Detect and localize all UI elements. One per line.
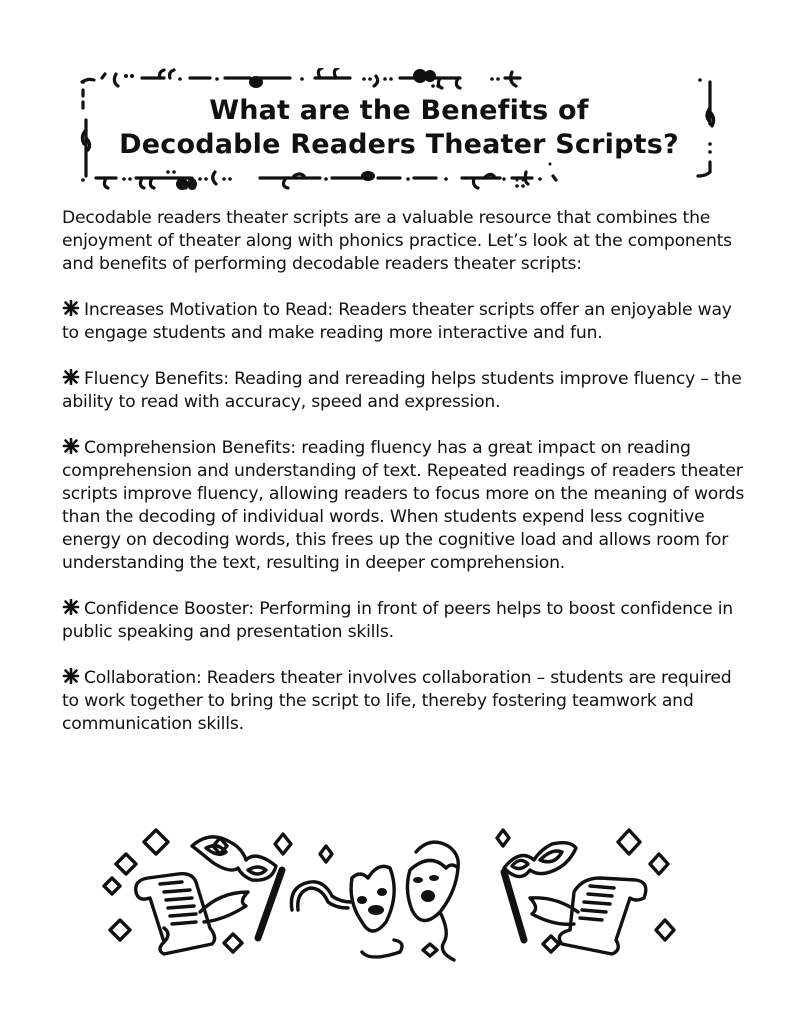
- benefit-item: [62, 368, 752, 414]
- sparkle-diamond-icon: [224, 934, 242, 952]
- title-line-1: What are the Benefits of: [209, 95, 589, 126]
- asterisk-flower-icon: [62, 668, 80, 684]
- sparkle-diamond-icon: [275, 834, 291, 854]
- comedy-tragedy-masks-icon: [291, 842, 458, 960]
- sparkle-diamond-icon: [116, 854, 136, 874]
- asterisk-flower-icon: [62, 369, 80, 385]
- theater-illustration: [100, 822, 700, 972]
- scroll-icon: [136, 874, 248, 954]
- sparkle-diamond-icon: [497, 830, 509, 846]
- asterisk-flower-icon: [62, 599, 80, 615]
- benefit-text: Comprehension Benefits: reading fluency has a great impact on reading comprehension and understanding of text. Repeated readings of readers theater scripts improve fluency, allowing readers to focus more on the meaning of words than the decoding of individual words. When students expend less cognitive energy on decoding words, this frees up the cognitive load and allows room for understanding the text, resulting in deeper comprehension.: [62, 438, 745, 573]
- sparkle-diamond-icon: [110, 920, 130, 940]
- benefit-text: Confidence Booster: Performing in front of peers helps to boost confidence in public speaking and presentation skills.: [62, 599, 733, 642]
- benefit-item: [62, 437, 752, 575]
- sparkle-diamond-icon: [423, 944, 437, 956]
- sparkle-diamond-icon: [320, 846, 332, 862]
- benefit-item: [62, 598, 752, 644]
- benefit-text: Increases Motivation to Read: Readers theater scripts offer an enjoyable way to engage students and make reading more interactive and fun.: [62, 300, 732, 343]
- benefit-text: Collaboration: Readers theater involves collaboration – students are required to work together to bring the script to life, thereby fostering teamwork and communication skills.: [62, 668, 732, 734]
- sparkle-diamond-icon: [104, 878, 120, 894]
- sparkle-diamond-icon: [144, 830, 168, 854]
- benefit-item: [62, 299, 752, 345]
- sparkle-diamond-icon: [656, 920, 674, 940]
- benefit-text: Fluency Benefits: Reading and rereading helps students improve fluency – the ability to read with accuracy, speed and expression.: [62, 369, 742, 412]
- sparkle-diamond-icon: [650, 854, 668, 874]
- title-line-2: Decodable Readers Theater Scripts?: [119, 129, 679, 160]
- sparkle-diamond-icon: [543, 936, 559, 952]
- title-banner: [80, 68, 718, 190]
- page-title: [80, 94, 718, 162]
- asterisk-flower-icon: [62, 438, 80, 454]
- sparkle-diamond-icon: [618, 830, 640, 854]
- article-body: [62, 207, 752, 759]
- intro-paragraph: Decodable readers theater scripts are a valuable resource that combines the enjoyment of theater along with phonics practice. Let’s look at the components and benefits of performing decodable readers theater scripts:: [62, 208, 732, 274]
- scroll-icon: [530, 878, 646, 954]
- benefit-item: [62, 667, 752, 736]
- asterisk-flower-icon: [62, 300, 80, 316]
